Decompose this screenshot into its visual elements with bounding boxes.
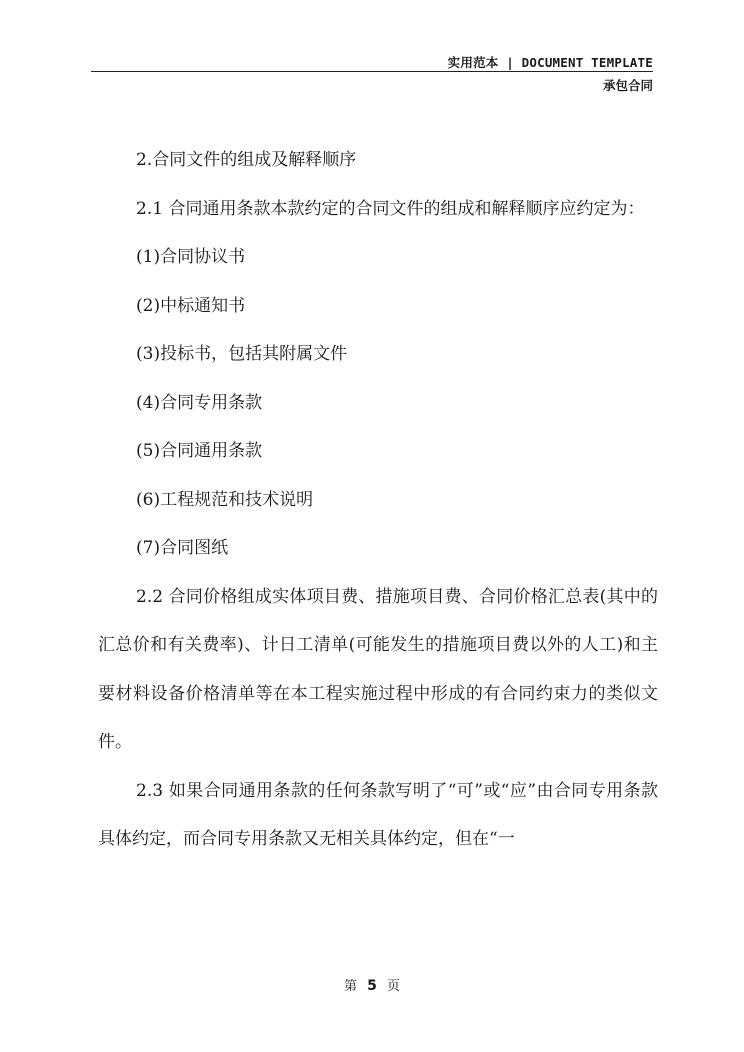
header-doc-type: 承包合同: [602, 78, 653, 93]
list-item: (7)合同图纸: [136, 538, 229, 558]
paragraph-2-3: 2.3 如果合同通用条款的任何条款写明了“可”或“应”由合同专用条款具体约定，而合同专用条款又无相关具体约定，但在“一: [98, 780, 658, 849]
document-body: [98, 136, 658, 864]
header-title: 实用范本 | DOCUMENT TEMPLATE: [447, 55, 653, 70]
page-suffix: 页: [387, 979, 401, 994]
page-prefix: 第: [343, 979, 357, 994]
list-item: (6)工程规范和技术说明: [136, 489, 314, 510]
list-item: (3)投标书，包括其附属文件: [136, 344, 348, 364]
section-heading: 2.合同文件的组成及解释顺序: [136, 150, 357, 170]
page-number: 5: [367, 978, 377, 994]
header-divider: [91, 71, 653, 72]
list-item: (1)合同协议书: [136, 247, 246, 267]
list-item: (5)合同通用条款: [136, 441, 263, 461]
page-footer: [0, 975, 744, 994]
list-item: (4)合同专用条款: [136, 392, 263, 413]
paragraph-2-2: 2.2 合同价格组成实体项目费、措施项目费、合同价格汇总表(其中的汇总价和有关费率)、计日工清单(可能发生的措施项目费以外的人工)和主要材料设备价格清单等在本工程实施过程中形成的有合同约束力的类似文件。: [98, 586, 658, 752]
list-item: (2)中标通知书: [136, 295, 246, 316]
paragraph-2-1: 2.1 合同通用条款本款约定的合同文件的组成和解释顺序应约定为：: [136, 198, 645, 219]
